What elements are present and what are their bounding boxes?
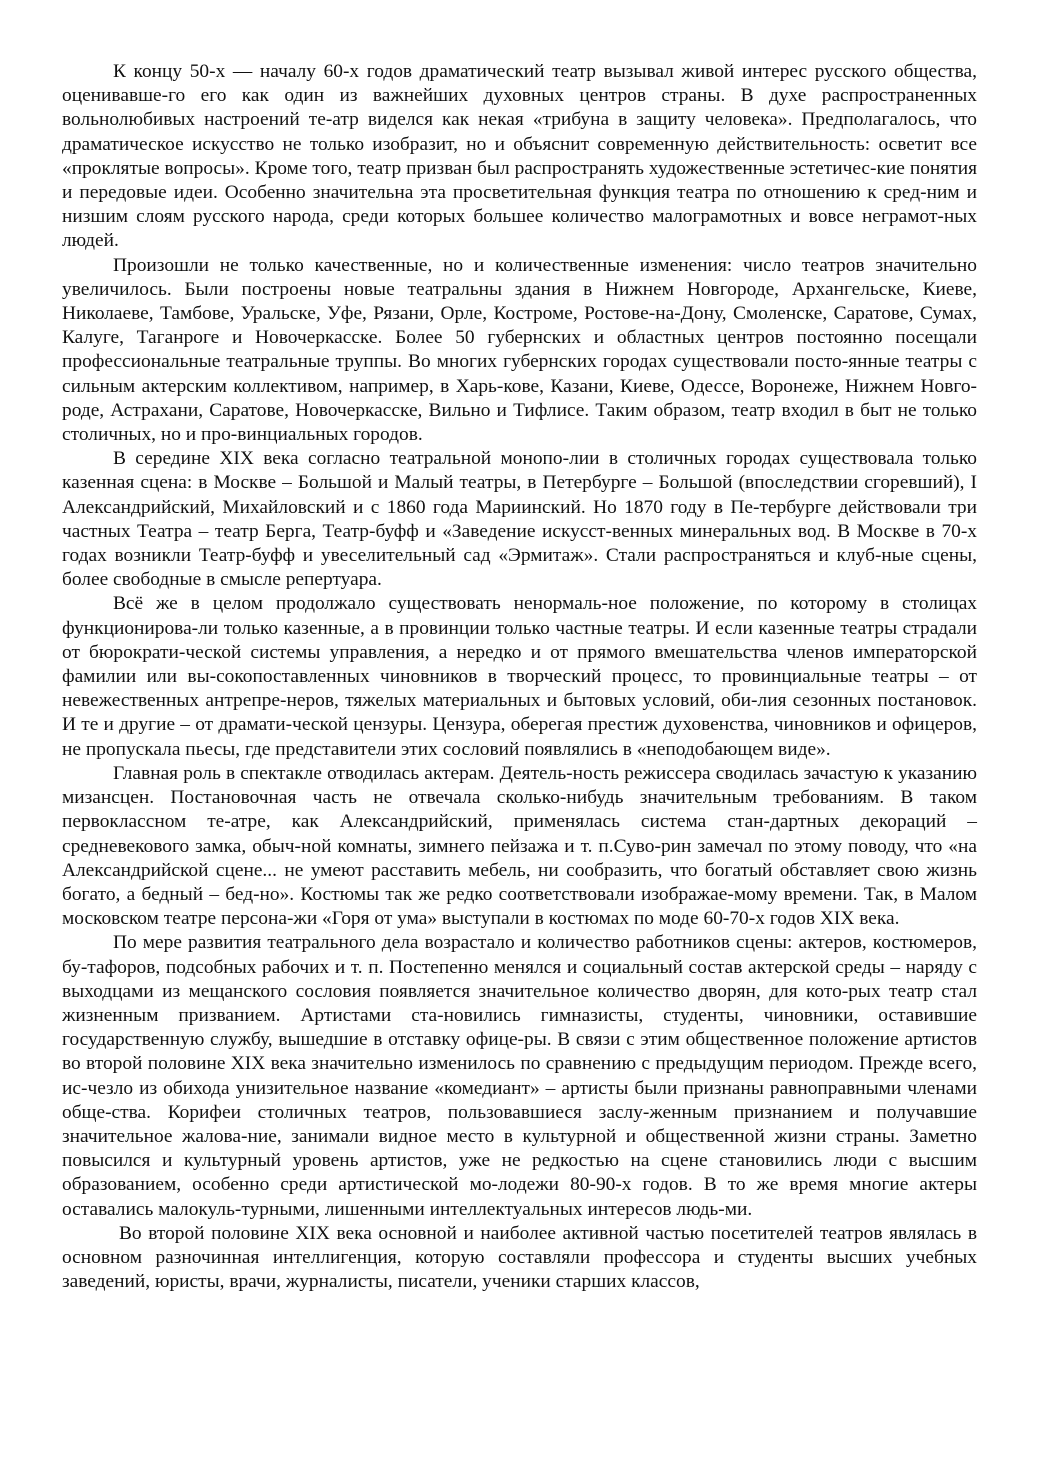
paragraph-1: К концу 50-х — началу 60-х годов драматический театр вызывал живой интерес русского общества, оценивавше-го его как один из важнейших духовных центров страны. В духе распространенных вольнолюбивых настроений те-атр виделся как некая «трибуна в защиту человека». Предполагалось, что драматическое искусство не только изобразит, но и объяснит современную действительность: осветит все «проклятые вопросы». Кроме того, театр призван был распространять художественные эстетичес-кие понятия и передовые идеи. Особенно значительна эта просветительная функция театра по отношению к сред-ним и низшим слоям русского народа, среди которых большее количество малограмотных и вовсе неграмот-ных людей. (62, 61, 977, 252)
paragraph-5: Главная роль в спектакле отводилась актерам. Деятель-ность режиссера сводилась зачастую к указанию мизансцен. Постановочная часть не отвечала сколько-нибудь значительным требованиям. В таком первоклассном те-атре, как Александрийский, применялась система стан-дартных декораций – средневекового замка, обыч-ной комнаты, зимнего пейзажа и т. п.Суво-рин замечал по этому поводу, что «на Александрийской сцене... не умеют расставить мебель, ни сообразить, что богатый обставляет свою жизнь богато, а бедный – бед-но». Костюмы так же редко соответствовали изображае-мому времени. Так, в Малом московском театре персона-жи «Горя от ума» выступали в костюмах по моде 60-70-х годов XIX века. (62, 762, 977, 930)
document-page (62, 60, 977, 1294)
paragraph-6: По мере развития театрального дела возрастало и количество работников сцены: актеров, костюмеров, бу-тафоров, подсобных рабочих и т. п. Постепенно менялся и социальный состав актерской среды – наряду с выходцами из мещанского сословия появляется значительное количество дворян, для кото-рых театр стал жизненным призванием. Артистами ста-новились гимназисты, студенты, чиновники, оставившие государственную службу, вышедшие в отставку офице-ры. В связи с этим общественное положение артистов во второй половине XIX века значительно изменилось по сравнению с предыдущим периодом. Прежде всего, ис-чезло из обихода унизительное название «комедиант» – артисты были признаны равноправными членами обще-ства. Корифеи столичных театров, пользовавшиеся заслу-женным признанием и получавшие значительное жалова-ние, занимали видное место в культурной и общественной жизни страны. Заметно повысился и культурный уровень артистов, уже не редкостью на сцене становились люди с высшим образованием, особенно среди артистической мо-лодежи 80-90-х годов. В то же время многие актеры оставались малокуль-турными, лишенными интеллектуальных интересов людь-ми. (62, 932, 977, 1220)
paragraph-7: Во второй половине XIX века основной и наиболее активной частью посетителей театров являлась в основном разночинная интеллигенция, которую составляли профессора и студенты высших учебных заведений, юристы, врачи, журналисты, писатели, ученики старших классов, (62, 1222, 977, 1293)
paragraph-4: Всё же в целом продолжало существовать ненормаль-ное положение, по которому в столицах функционирова-ли только казенные, а в провинции только частные театры. И если казенные театры страдали от бюрократи-ческой системы управления, а нередко и от прямого вмешательства членов императорской фамилии или вы-сокопоставленных чиновников в творческий процесс, то провинциальные театры – от невежественных антрепре-неров, тяжелых материальных и бытовых условий, оби-лия сезонных постановок. И те и другие – от драмати-ческой цензуры. Цензура, оберегая престиж духовенства, чиновников и офицеров, не пропускала пьесы, где представители этих сословий появлялись в «неподобающем виде». (62, 593, 977, 760)
paragraph-2: Произошли не только качественные, но и количественные изменения: число театров значительно увеличилось. Были построены новые театральны здания в Нижнем Новгороде, Архангельске, Киеве, Николаеве, Тамбове, Уральске, Уфе, Рязани, Орле, Костроме, Ростове-на-Дону, Смоленске, Саратове, Сумах, Калуге, Таганроге и Новочеркасске. Более 50 губернских и областных центров постоянно посещали профессиональные театральные труппы. Во многих губернских городах существовали посто-янные театры с сильным актерским коллективом, например, в Харь-кове, Казани, Киеве, Одессе, Воронеже, Нижнем Новго-роде, Астрахани, Саратове, Новочеркасске, Вильно и Тифлисе. Таким образом, театр входил в быт не только столичных, но и про-винциальных городов. (62, 254, 977, 446)
paragraph-3: В середине XIX века согласно театральной монопо-лии в столичных городах существовала только казенная сцена: в Москве – Большой и Малый театры, в Петербурге – Большой (впоследствии сгоревший), I Александрийский, Михайловский и с 1860 года Мариинский. Но 1870 году в Пе-тербурге действовали три частных Театра – театр Берга, Театр-буфф и «Заведение искусст-венных минеральных вод. В Москве в 70-х годах возникли Театр-буфф и увеселительный сад «Эрмитаж». Стали распространяться и клуб-ные сцены, более свободные в смысле репертуара. (62, 448, 977, 591)
